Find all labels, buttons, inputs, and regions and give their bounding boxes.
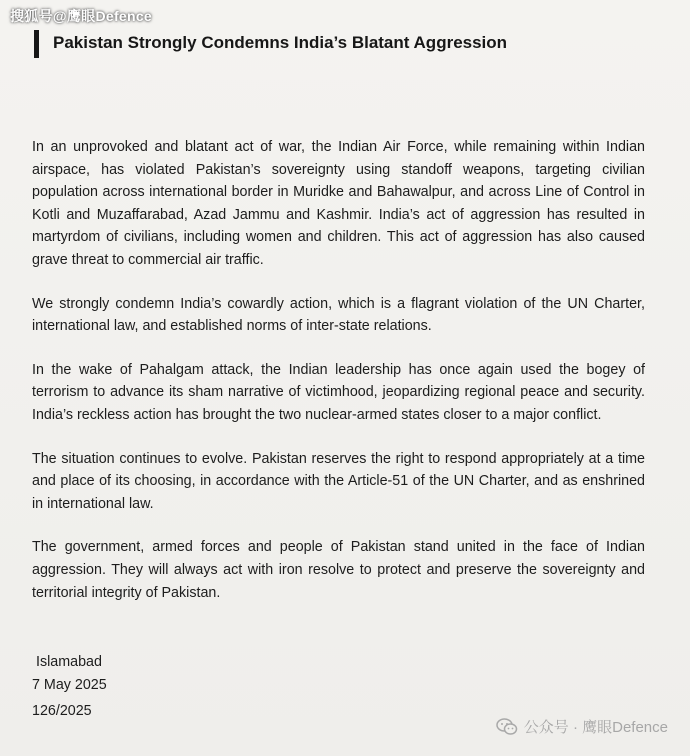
top-watermark: 搜狐号@鹰眼Defence	[10, 8, 153, 24]
issue-date: 7 May 2025	[32, 676, 107, 693]
paragraph-5: The government, armed forces and people of Pakistan stand united in the face of Indian aggression. They will always act with iron resolve to protect and preserve the sovereignty and territorial integrity of Pakistan.	[32, 539, 645, 601]
reference-number: 126/2025	[32, 702, 92, 719]
paragraph-4: The situation continues to evolve. Pakistan reserves the right to respond appropriately at a time and place of its choosing, in accordance with the Article-51 of the UN Charter, and as enshrined in international law.	[32, 450, 645, 512]
issue-place: Islamabad	[36, 654, 102, 670]
document-footer	[32, 651, 107, 722]
bottom-watermark-text: 公众号 · 鹰眼Defence	[523, 719, 668, 736]
paragraph-3: In the wake of Pahalgam attack, the Indian leadership has once again used the bogey of terrorism to advance its sham narrative of victimhood, jeopardizing regional peace and security. India’s reckless action has brought the two nuclear-armed states closer to a major conflict.	[32, 361, 645, 423]
paragraph-1: In an unprovoked and blatant act of war, the Indian Air Force, while remaining within Indian airspace, has violated Pakistan’s sovereignty using standoff weapons, targeting civilian population across international border in Muridke and Bahawalpur, and across Line of Control in Kotli and Muzaffarabad, Azad Jammu and Kashmir. India’s act of aggression has resulted in martyrdom of civilians, including women and children. This act of aggression has also caused grave threat to commercial air traffic.	[32, 139, 645, 268]
paragraph-2: We strongly condemn India’s cowardly action, which is a flagrant violation of the UN Charter, international law, and established norms of inter-state relations.	[32, 295, 645, 335]
wechat-icon	[496, 718, 518, 736]
bottom-watermark	[496, 716, 668, 737]
document-title: Pakistan Strongly Condemns India’s Blatant Aggression	[53, 33, 508, 52]
title-accent-bar	[34, 30, 39, 58]
document-body	[32, 136, 645, 625]
